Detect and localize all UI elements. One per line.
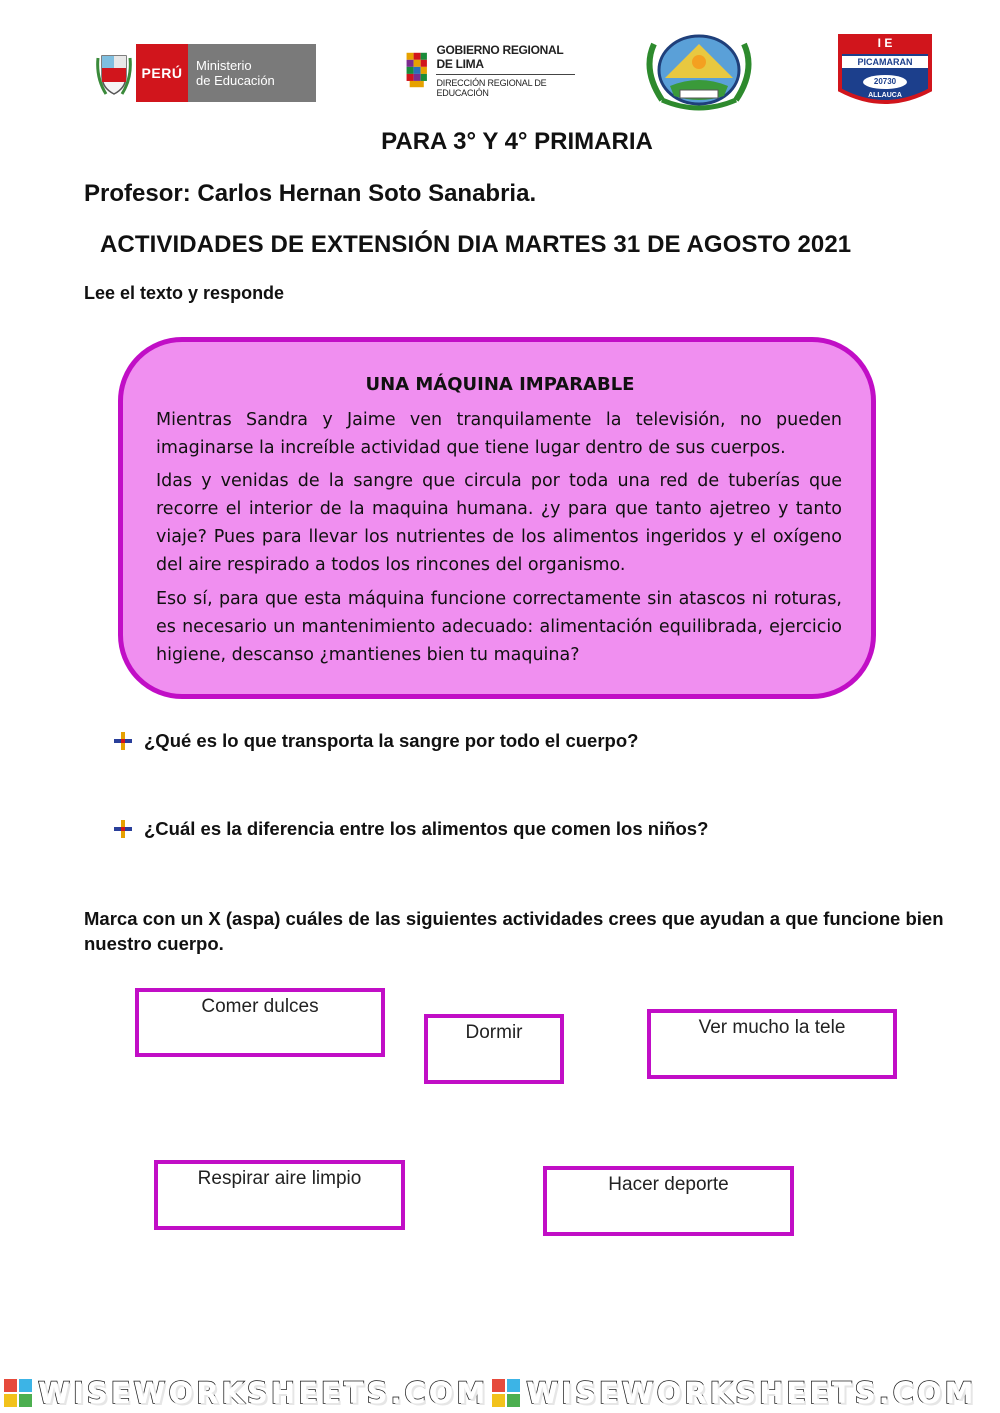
gorel-line2: DIRECCIÓN REGIONAL DE EDUCACIÓN xyxy=(436,77,547,98)
footer-watermark xyxy=(0,1376,1000,1410)
watermark-text-2: WISEWORKSHEETS.COM xyxy=(526,1376,977,1410)
activities-title: ACTIVIDADES DE EXTENSIÓN DIA MARTES 31 DE AGOSTO 2021 xyxy=(100,231,852,258)
ministry-line2: de Educación xyxy=(196,73,275,88)
regional-government-logo xyxy=(405,44,575,96)
regional-government-emblem-icon xyxy=(405,46,428,94)
question-2-text: ¿Cuál es la diferencia entre los alimentos que comen los niños? xyxy=(144,818,709,839)
question-1-text: ¿Qué es lo que transporta la sangre por todo el cuerpo? xyxy=(144,730,639,751)
reading-paragraph-3: Eso sí, para que esta máquina funcione correctamente sin atascos ni roturas, es necesario un mantenimiento adecuado: alimentación equilibrada, ejercicio higiene, descanso ¿mantienes bien tu maquina? xyxy=(156,589,842,665)
option-ver-mucho-la-tele[interactable]: Ver mucho la tele xyxy=(647,1009,897,1079)
bullet-icon xyxy=(114,732,132,750)
reading-instruction: Lee el texto y responde xyxy=(84,283,285,303)
question-2 xyxy=(114,818,708,840)
school-name: PICAMARAN xyxy=(857,57,913,67)
wiseworksheets-logo-icon xyxy=(4,1379,32,1407)
grade-title: PARA 3° Y 4° PRIMARIA xyxy=(381,128,653,155)
option-respirar-aire-limpio[interactable]: Respirar aire limpio xyxy=(154,1160,405,1230)
peru-label: PERÚ xyxy=(136,44,188,102)
reading-paragraph-2: Idas y venidas de la sangre que circula por toda una red de tuberías que recorre el interior de la maquina humana. ¿y para que tanto ajetreo y tanto viaje? Pues para llevar los nutrientes de los alimentos ingeridos y el oxígeno del aire respirado a todos los rincones del organismo. xyxy=(156,471,842,575)
question-1 xyxy=(114,730,638,752)
ministry-line1: Ministerio xyxy=(196,58,252,73)
regional-emblem-icon xyxy=(640,30,758,112)
bullet-icon xyxy=(114,820,132,838)
option-dormir[interactable]: Dormir xyxy=(424,1014,564,1084)
option-hacer-deporte[interactable]: Hacer deporte xyxy=(543,1166,794,1236)
ministry-of-education-logo xyxy=(96,44,316,102)
teacher-name: Profesor: Carlos Hernan Soto Sanabria. xyxy=(84,180,537,207)
reading-title: UNA MÁQUINA IMPARABLE xyxy=(365,374,635,395)
option-comer-dulces[interactable]: Comer dulces xyxy=(135,988,385,1057)
school-town: ALLAUCA xyxy=(868,92,902,99)
mark-instruction: Marca con un X (aspa) cuáles de las siguientes actividades crees que ayudan a que funcione bien nuestro cuerpo. xyxy=(84,908,944,954)
watermark-text-1: WISEWORKSHEETS.COM xyxy=(38,1376,489,1410)
ministry-label xyxy=(188,44,316,102)
peru-coat-of-arms-icon xyxy=(96,48,132,98)
school-ie-label: I E xyxy=(877,36,893,50)
wiseworksheets-logo-icon xyxy=(492,1379,520,1407)
reading-paragraph-1: Mientras Sandra y Jaime ven tranquilamente la televisión, no pueden imaginarse la increíble actividad que tiene lugar dentro de sus cuerpos. xyxy=(156,410,842,458)
school-number: 20730 xyxy=(873,77,897,86)
gorel-line1: GOBIERNO REGIONAL DE LIMA xyxy=(436,43,575,75)
